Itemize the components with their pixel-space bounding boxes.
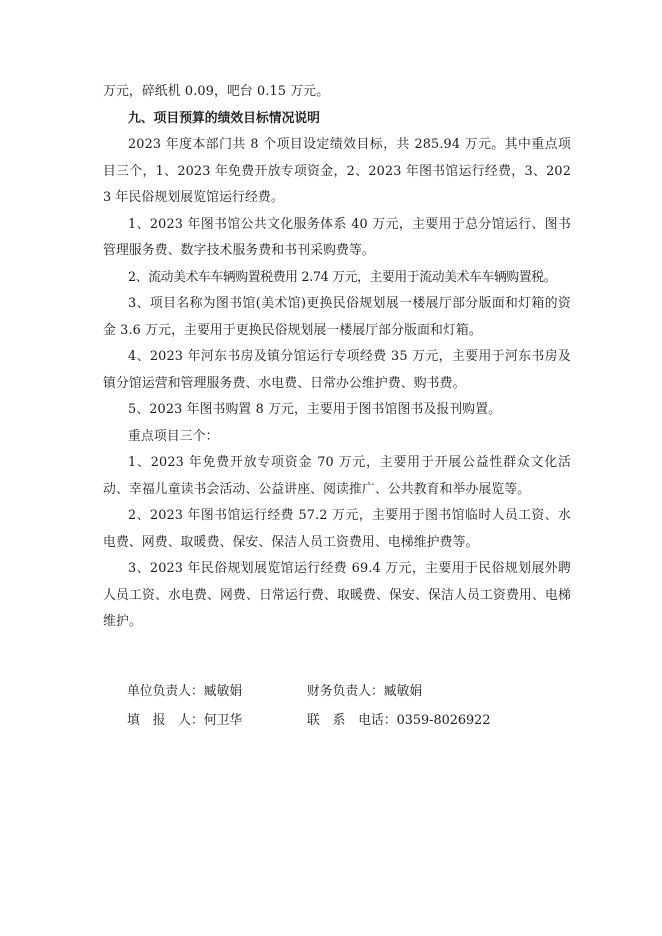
- key-project-2: 2、2023 年图书馆运行经费 57.2 万元，主要用于图书馆临时人员工资、水电费、网费、取暖费、保安、保洁人员工资费用、电梯维护费等。: [103, 508, 571, 550]
- signature-row-2: [127, 706, 547, 735]
- key-project-1: 1、2023 年免费开放专项资金 70 万元，主要用于开展公益性群众文化活动、幸福儿童读书会活动、公益讲座、阅读推广、公共教育和举办展览等。: [103, 455, 571, 497]
- filler-text: 填 报 人：何卫华: [127, 713, 243, 728]
- paragraph-item-2: 2、流动美术车车辆购置税费用 2.74 万元，主要用于流动美术车车辆购置税。: [128, 269, 557, 285]
- signature-block: [127, 677, 547, 735]
- paragraph-summary: 2023 年度本部门共 8 个项目设定绩效目标，共 285.94 万元。其中重点项目三个，1、2023 年免费开放专项资金，2、2023 年图书馆运行经费，3、2023 年民俗规划展览馆运行经费。: [103, 137, 571, 205]
- paragraph-item-3: 3、项目名称为图书馆(美术馆)更换民俗规划展一楼展厅部分版面和灯箱的资金 3.6 万元，主要用于更换民俗规划展一楼展厅部分版面和灯箱。: [103, 296, 571, 338]
- signature-row-1: [127, 677, 547, 706]
- contact-phone-text: 联 系 电话：0359-8026922: [307, 713, 491, 728]
- paragraph-item-5: 5、2023 年图书购置 8 万元，主要用于图书馆图书及报刊购置。: [128, 402, 502, 417]
- finance-head-text: 财务负责人：臧敏娟: [307, 684, 423, 699]
- unit-head-text: 单位负责人：臧敏娟: [127, 684, 243, 699]
- document-body: [103, 79, 571, 636]
- continued-text-line: 万元，碎纸机 0.09，吧台 0.15 万元。: [103, 84, 330, 99]
- key-project-3: 3、2023 年民俗规划展览馆运行经费 69.4 万元，主要用于民俗规划展外聘人员工资、水电费、网费、日常运行费、取暖费、保安、保洁人员工资费用、电梯维护。: [103, 561, 571, 629]
- key-projects-label: 重点项目三个：: [128, 428, 219, 444]
- paragraph-item-1: 1、2023 年图书馆公共文化服务体系 40 万元，主要用于总分馆运行、图书管理服务费、数字技术服务费和书刊采购费等。: [103, 216, 571, 258]
- section-heading: 九、项目预算的绩效目标情况说明: [128, 110, 320, 126]
- paragraph-item-4: 4、2023 年河东书房及镇分馆运行专项经费 35 万元，主要用于河东书房及镇分馆运营和管理服务费、水电费、日常办公维护费、购书费。: [103, 349, 571, 391]
